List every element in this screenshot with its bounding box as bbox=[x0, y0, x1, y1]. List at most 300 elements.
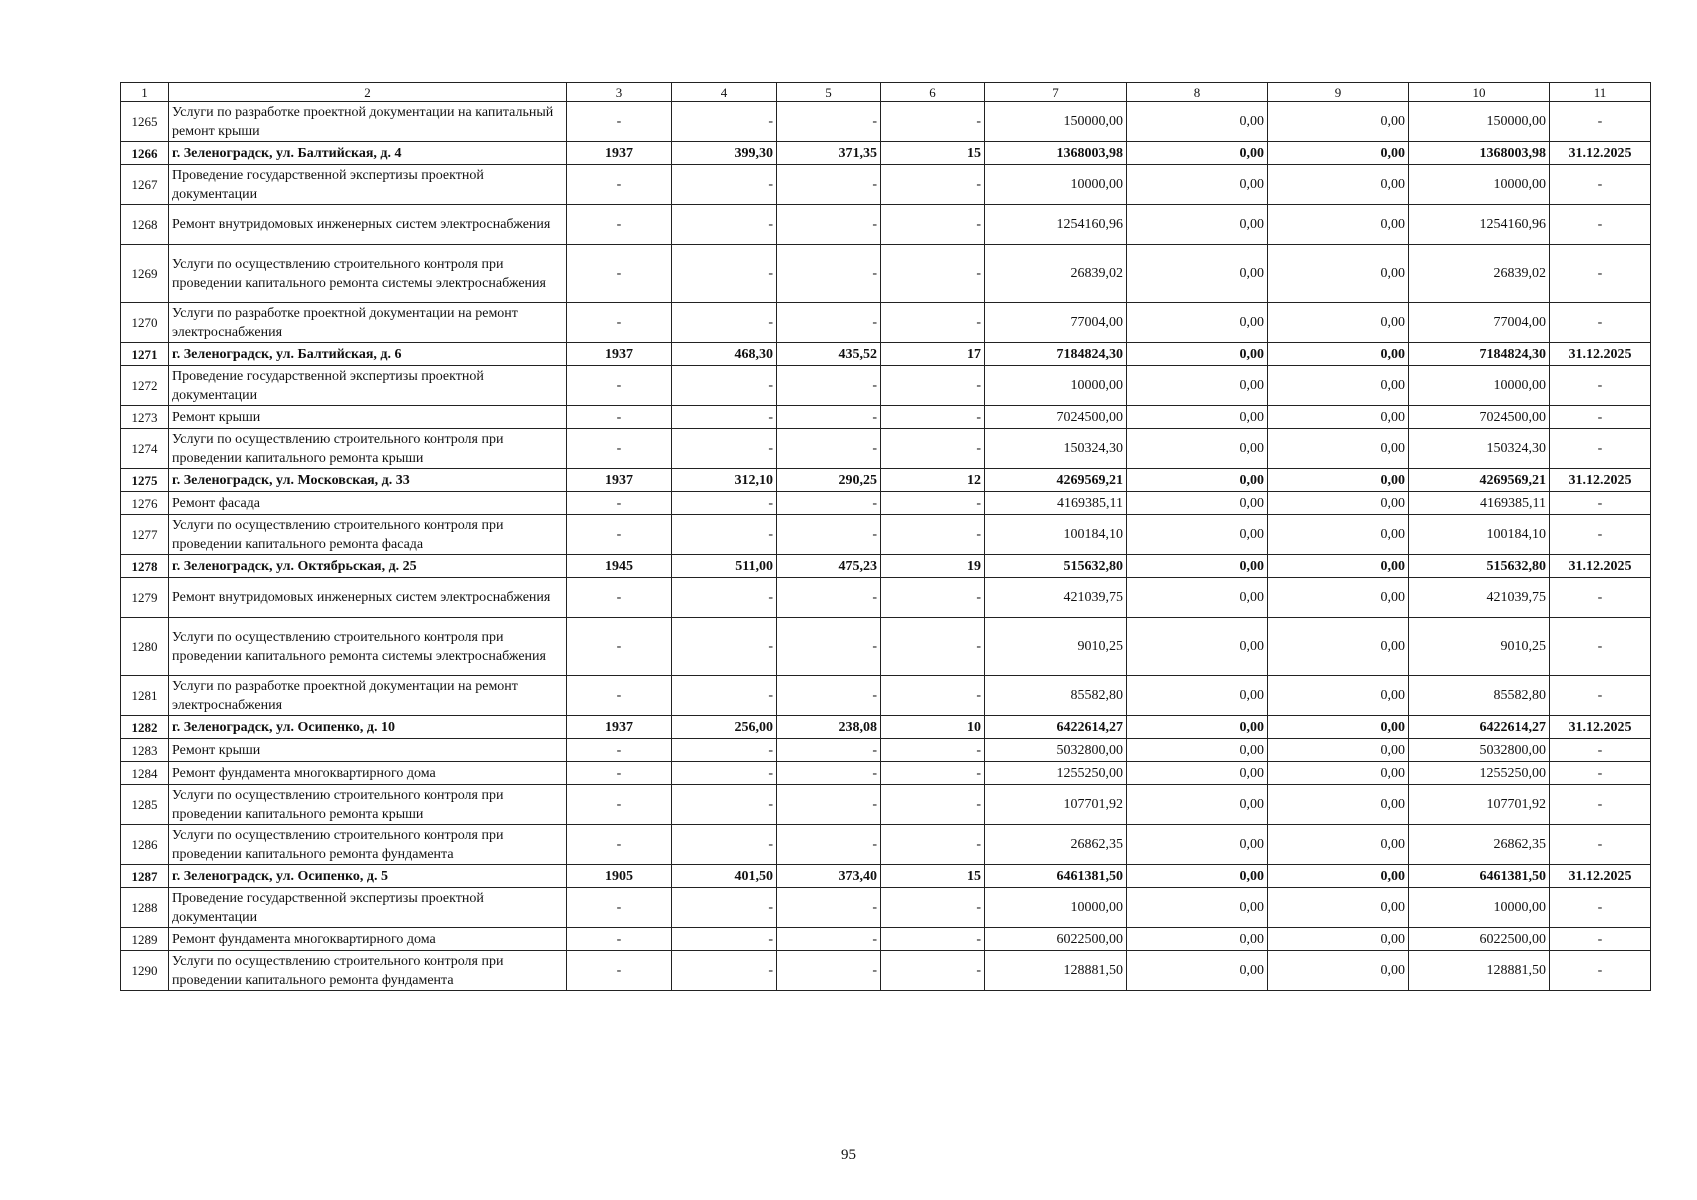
residents-count: - bbox=[881, 739, 985, 762]
work-item-row bbox=[121, 618, 1651, 676]
cost-col9: 0,00 bbox=[1268, 676, 1409, 716]
total-cost: 10000,00 bbox=[985, 366, 1127, 406]
row-number: 1273 bbox=[121, 406, 169, 429]
total-cost: 9010,25 bbox=[985, 618, 1127, 676]
table-body bbox=[121, 83, 1651, 991]
year-built: - bbox=[567, 578, 672, 618]
cost-col10: 421039,75 bbox=[1409, 578, 1550, 618]
year-built: - bbox=[567, 429, 672, 469]
cost-col9: 0,00 bbox=[1268, 951, 1409, 991]
residential-area: - bbox=[777, 406, 881, 429]
work-description: Услуги по осуществлению строительного контроля при проведении капитального ремонта крыши bbox=[169, 785, 567, 825]
row-number: 1289 bbox=[121, 928, 169, 951]
cost-col10: 7024500,00 bbox=[1409, 406, 1550, 429]
residents-count: - bbox=[881, 492, 985, 515]
residential-area: 475,23 bbox=[777, 555, 881, 578]
completion-date: 31.12.2025 bbox=[1550, 555, 1651, 578]
cost-col8: 0,00 bbox=[1127, 555, 1268, 578]
column-number: 4 bbox=[672, 83, 777, 102]
year-built: - bbox=[567, 515, 672, 555]
year-built: - bbox=[567, 888, 672, 928]
completion-date: - bbox=[1550, 928, 1651, 951]
cost-col8: 0,00 bbox=[1127, 888, 1268, 928]
total-area: - bbox=[672, 515, 777, 555]
total-cost: 6422614,27 bbox=[985, 716, 1127, 739]
work-item-row bbox=[121, 165, 1651, 205]
row-number: 1277 bbox=[121, 515, 169, 555]
cost-col9: 0,00 bbox=[1268, 716, 1409, 739]
work-item-row bbox=[121, 406, 1651, 429]
cost-col10: 6461381,50 bbox=[1409, 865, 1550, 888]
total-area: - bbox=[672, 928, 777, 951]
column-number: 1 bbox=[121, 83, 169, 102]
building-row bbox=[121, 469, 1651, 492]
cost-col8: 0,00 bbox=[1127, 618, 1268, 676]
cost-col9: 0,00 bbox=[1268, 205, 1409, 245]
row-number: 1279 bbox=[121, 578, 169, 618]
completion-date: - bbox=[1550, 429, 1651, 469]
cost-col9: 0,00 bbox=[1268, 578, 1409, 618]
total-area: - bbox=[672, 205, 777, 245]
completion-date: - bbox=[1550, 951, 1651, 991]
work-item-row bbox=[121, 366, 1651, 406]
total-area: 256,00 bbox=[672, 716, 777, 739]
total-cost: 6022500,00 bbox=[985, 928, 1127, 951]
total-cost: 4169385,11 bbox=[985, 492, 1127, 515]
cost-col8: 0,00 bbox=[1127, 676, 1268, 716]
total-cost: 107701,92 bbox=[985, 785, 1127, 825]
cost-col8: 0,00 bbox=[1127, 762, 1268, 785]
total-area: - bbox=[672, 888, 777, 928]
row-number: 1275 bbox=[121, 469, 169, 492]
cost-col9: 0,00 bbox=[1268, 618, 1409, 676]
cost-col8: 0,00 bbox=[1127, 865, 1268, 888]
row-number: 1276 bbox=[121, 492, 169, 515]
row-number: 1265 bbox=[121, 102, 169, 142]
column-number: 10 bbox=[1409, 83, 1550, 102]
work-description: Ремонт фундамента многоквартирного дома bbox=[169, 928, 567, 951]
work-description: Услуги по разработке проектной документации на ремонт электроснабжения bbox=[169, 303, 567, 343]
cost-col8: 0,00 bbox=[1127, 785, 1268, 825]
residents-count: - bbox=[881, 406, 985, 429]
residential-area: - bbox=[777, 303, 881, 343]
residential-area: - bbox=[777, 165, 881, 205]
year-built: - bbox=[567, 762, 672, 785]
row-number: 1274 bbox=[121, 429, 169, 469]
cost-col8: 0,00 bbox=[1127, 825, 1268, 865]
residential-area: - bbox=[777, 762, 881, 785]
cost-col10: 10000,00 bbox=[1409, 366, 1550, 406]
completion-date: - bbox=[1550, 102, 1651, 142]
residential-area: - bbox=[777, 888, 881, 928]
total-area: - bbox=[672, 578, 777, 618]
completion-date: - bbox=[1550, 888, 1651, 928]
row-number: 1283 bbox=[121, 739, 169, 762]
row-number: 1272 bbox=[121, 366, 169, 406]
completion-date: 31.12.2025 bbox=[1550, 865, 1651, 888]
cost-col10: 9010,25 bbox=[1409, 618, 1550, 676]
cost-col9: 0,00 bbox=[1268, 739, 1409, 762]
work-description: Проведение государственной экспертизы проектной документации bbox=[169, 366, 567, 406]
total-area: 399,30 bbox=[672, 142, 777, 165]
cost-col9: 0,00 bbox=[1268, 469, 1409, 492]
year-built: 1937 bbox=[567, 469, 672, 492]
row-number: 1268 bbox=[121, 205, 169, 245]
column-number: 9 bbox=[1268, 83, 1409, 102]
work-description: Проведение государственной экспертизы проектной документации bbox=[169, 888, 567, 928]
year-built: - bbox=[567, 102, 672, 142]
work-item-row bbox=[121, 928, 1651, 951]
completion-date: - bbox=[1550, 762, 1651, 785]
completion-date: - bbox=[1550, 618, 1651, 676]
residents-count: - bbox=[881, 676, 985, 716]
total-area: - bbox=[672, 618, 777, 676]
residential-area: - bbox=[777, 245, 881, 303]
total-cost: 1255250,00 bbox=[985, 762, 1127, 785]
cost-col10: 515632,80 bbox=[1409, 555, 1550, 578]
completion-date: - bbox=[1550, 785, 1651, 825]
row-number: 1286 bbox=[121, 825, 169, 865]
residential-area: 371,35 bbox=[777, 142, 881, 165]
cost-col10: 1368003,98 bbox=[1409, 142, 1550, 165]
building-row bbox=[121, 555, 1651, 578]
cost-col10: 4269569,21 bbox=[1409, 469, 1550, 492]
total-area: - bbox=[672, 406, 777, 429]
cost-col10: 77004,00 bbox=[1409, 303, 1550, 343]
work-description: Услуги по осуществлению строительного контроля при проведении капитального ремонта фундамента bbox=[169, 825, 567, 865]
cost-col8: 0,00 bbox=[1127, 406, 1268, 429]
row-number: 1267 bbox=[121, 165, 169, 205]
work-description: г. Зеленоградск, ул. Осипенко, д. 10 bbox=[169, 716, 567, 739]
total-area: 312,10 bbox=[672, 469, 777, 492]
total-area: - bbox=[672, 785, 777, 825]
year-built: - bbox=[567, 165, 672, 205]
work-description: Услуги по осуществлению строительного контроля при проведении капитального ремонта крыши bbox=[169, 429, 567, 469]
cost-col9: 0,00 bbox=[1268, 555, 1409, 578]
residents-count: - bbox=[881, 785, 985, 825]
completion-date: - bbox=[1550, 406, 1651, 429]
cost-col9: 0,00 bbox=[1268, 102, 1409, 142]
year-built: - bbox=[567, 618, 672, 676]
year-built: - bbox=[567, 492, 672, 515]
total-cost: 26862,35 bbox=[985, 825, 1127, 865]
cost-col8: 0,00 bbox=[1127, 102, 1268, 142]
cost-col8: 0,00 bbox=[1127, 469, 1268, 492]
work-item-row bbox=[121, 825, 1651, 865]
cost-col9: 0,00 bbox=[1268, 165, 1409, 205]
work-item-row bbox=[121, 429, 1651, 469]
cost-col8: 0,00 bbox=[1127, 303, 1268, 343]
cost-col10: 10000,00 bbox=[1409, 888, 1550, 928]
column-number-row bbox=[121, 83, 1651, 102]
work-description: Ремонт крыши bbox=[169, 739, 567, 762]
total-area: - bbox=[672, 739, 777, 762]
cost-col9: 0,00 bbox=[1268, 245, 1409, 303]
cost-col10: 26862,35 bbox=[1409, 825, 1550, 865]
residential-area: 435,52 bbox=[777, 343, 881, 366]
residential-area: 238,08 bbox=[777, 716, 881, 739]
residents-count: - bbox=[881, 515, 985, 555]
work-item-row bbox=[121, 739, 1651, 762]
work-description: Ремонт крыши bbox=[169, 406, 567, 429]
completion-date: - bbox=[1550, 205, 1651, 245]
year-built: 1945 bbox=[567, 555, 672, 578]
column-number: 11 bbox=[1550, 83, 1651, 102]
cost-col10: 100184,10 bbox=[1409, 515, 1550, 555]
total-area: - bbox=[672, 366, 777, 406]
cost-col8: 0,00 bbox=[1127, 492, 1268, 515]
total-cost: 10000,00 bbox=[985, 888, 1127, 928]
cost-col9: 0,00 bbox=[1268, 825, 1409, 865]
year-built: - bbox=[567, 366, 672, 406]
work-description: Ремонт фасада bbox=[169, 492, 567, 515]
cost-col9: 0,00 bbox=[1268, 785, 1409, 825]
work-item-row bbox=[121, 205, 1651, 245]
residential-area: - bbox=[777, 825, 881, 865]
year-built: - bbox=[567, 928, 672, 951]
cost-col9: 0,00 bbox=[1268, 762, 1409, 785]
residential-area: - bbox=[777, 618, 881, 676]
total-cost: 150324,30 bbox=[985, 429, 1127, 469]
completion-date: 31.12.2025 bbox=[1550, 343, 1651, 366]
residential-area: - bbox=[777, 676, 881, 716]
row-number: 1278 bbox=[121, 555, 169, 578]
residents-count: - bbox=[881, 165, 985, 205]
year-built: - bbox=[567, 676, 672, 716]
year-built: - bbox=[567, 406, 672, 429]
cost-col10: 4169385,11 bbox=[1409, 492, 1550, 515]
cost-col10: 150000,00 bbox=[1409, 102, 1550, 142]
completion-date: 31.12.2025 bbox=[1550, 716, 1651, 739]
year-built: 1937 bbox=[567, 343, 672, 366]
cost-col9: 0,00 bbox=[1268, 142, 1409, 165]
work-item-row bbox=[121, 578, 1651, 618]
residential-area: - bbox=[777, 205, 881, 245]
work-description: г. Зеленоградск, ул. Балтийская, д. 6 bbox=[169, 343, 567, 366]
work-description: Услуги по осуществлению строительного контроля при проведении капитального ремонта фасада bbox=[169, 515, 567, 555]
cost-col9: 0,00 bbox=[1268, 492, 1409, 515]
work-description: Услуги по разработке проектной документации на капитальный ремонт крыши bbox=[169, 102, 567, 142]
total-area: - bbox=[672, 165, 777, 205]
column-number: 8 bbox=[1127, 83, 1268, 102]
residential-area: - bbox=[777, 951, 881, 991]
total-area: - bbox=[672, 429, 777, 469]
completion-date: - bbox=[1550, 739, 1651, 762]
total-cost: 4269569,21 bbox=[985, 469, 1127, 492]
work-description: г. Зеленоградск, ул. Балтийская, д. 4 bbox=[169, 142, 567, 165]
column-number: 5 bbox=[777, 83, 881, 102]
work-description: Проведение государственной экспертизы проектной документации bbox=[169, 165, 567, 205]
work-description: Услуги по осуществлению строительного контроля при проведении капитального ремонта фундамента bbox=[169, 951, 567, 991]
year-built: - bbox=[567, 825, 672, 865]
residents-count: - bbox=[881, 762, 985, 785]
row-number: 1280 bbox=[121, 618, 169, 676]
completion-date: - bbox=[1550, 825, 1651, 865]
work-item-row bbox=[121, 676, 1651, 716]
cost-col8: 0,00 bbox=[1127, 928, 1268, 951]
work-description: Услуги по разработке проектной документации на ремонт электроснабжения bbox=[169, 676, 567, 716]
residents-count: - bbox=[881, 102, 985, 142]
total-cost: 26839,02 bbox=[985, 245, 1127, 303]
row-number: 1285 bbox=[121, 785, 169, 825]
total-cost: 10000,00 bbox=[985, 165, 1127, 205]
cost-col10: 107701,92 bbox=[1409, 785, 1550, 825]
residents-count: - bbox=[881, 825, 985, 865]
repair-schedule-table bbox=[120, 82, 1651, 991]
total-area: 468,30 bbox=[672, 343, 777, 366]
cost-col10: 7184824,30 bbox=[1409, 343, 1550, 366]
year-built: - bbox=[567, 205, 672, 245]
building-row bbox=[121, 716, 1651, 739]
completion-date: - bbox=[1550, 366, 1651, 406]
total-cost: 77004,00 bbox=[985, 303, 1127, 343]
residents-count: 15 bbox=[881, 865, 985, 888]
total-area: 511,00 bbox=[672, 555, 777, 578]
completion-date: - bbox=[1550, 676, 1651, 716]
cost-col10: 150324,30 bbox=[1409, 429, 1550, 469]
total-area: - bbox=[672, 762, 777, 785]
cost-col8: 0,00 bbox=[1127, 165, 1268, 205]
row-number: 1287 bbox=[121, 865, 169, 888]
total-cost: 5032800,00 bbox=[985, 739, 1127, 762]
completion-date: - bbox=[1550, 578, 1651, 618]
residential-area: - bbox=[777, 578, 881, 618]
building-row bbox=[121, 142, 1651, 165]
cost-col8: 0,00 bbox=[1127, 142, 1268, 165]
completion-date: - bbox=[1550, 492, 1651, 515]
residents-count: 12 bbox=[881, 469, 985, 492]
cost-col10: 1254160,96 bbox=[1409, 205, 1550, 245]
completion-date: - bbox=[1550, 245, 1651, 303]
total-cost: 85582,80 bbox=[985, 676, 1127, 716]
year-built: - bbox=[567, 785, 672, 825]
cost-col8: 0,00 bbox=[1127, 951, 1268, 991]
work-item-row bbox=[121, 515, 1651, 555]
work-item-row bbox=[121, 762, 1651, 785]
completion-date: - bbox=[1550, 303, 1651, 343]
row-number: 1266 bbox=[121, 142, 169, 165]
total-area: - bbox=[672, 303, 777, 343]
building-row bbox=[121, 343, 1651, 366]
cost-col8: 0,00 bbox=[1127, 739, 1268, 762]
work-description: Ремонт внутридомовых инженерных систем электроснабжения bbox=[169, 205, 567, 245]
column-number: 7 bbox=[985, 83, 1127, 102]
residents-count: - bbox=[881, 618, 985, 676]
total-cost: 100184,10 bbox=[985, 515, 1127, 555]
residents-count: - bbox=[881, 888, 985, 928]
residential-area: - bbox=[777, 785, 881, 825]
cost-col9: 0,00 bbox=[1268, 515, 1409, 555]
total-area: - bbox=[672, 245, 777, 303]
building-row bbox=[121, 865, 1651, 888]
residents-count: - bbox=[881, 429, 985, 469]
cost-col10: 10000,00 bbox=[1409, 165, 1550, 205]
total-cost: 1368003,98 bbox=[985, 142, 1127, 165]
cost-col9: 0,00 bbox=[1268, 928, 1409, 951]
cost-col9: 0,00 bbox=[1268, 366, 1409, 406]
column-number: 3 bbox=[567, 83, 672, 102]
total-cost: 128881,50 bbox=[985, 951, 1127, 991]
residential-area: - bbox=[777, 429, 881, 469]
total-cost: 6461381,50 bbox=[985, 865, 1127, 888]
residential-area: 373,40 bbox=[777, 865, 881, 888]
residential-area: 290,25 bbox=[777, 469, 881, 492]
work-item-row bbox=[121, 303, 1651, 343]
cost-col10: 85582,80 bbox=[1409, 676, 1550, 716]
row-number: 1269 bbox=[121, 245, 169, 303]
completion-date: 31.12.2025 bbox=[1550, 142, 1651, 165]
year-built: 1905 bbox=[567, 865, 672, 888]
cost-col8: 0,00 bbox=[1127, 515, 1268, 555]
year-built: - bbox=[567, 245, 672, 303]
row-number: 1270 bbox=[121, 303, 169, 343]
column-number: 2 bbox=[169, 83, 567, 102]
residents-count: 17 bbox=[881, 343, 985, 366]
work-description: Ремонт внутридомовых инженерных систем электроснабжения bbox=[169, 578, 567, 618]
completion-date: 31.12.2025 bbox=[1550, 469, 1651, 492]
total-area: 401,50 bbox=[672, 865, 777, 888]
work-description: Услуги по осуществлению строительного контроля при проведении капитального ремонта системы электроснабжения bbox=[169, 245, 567, 303]
cost-col10: 26839,02 bbox=[1409, 245, 1550, 303]
work-item-row bbox=[121, 102, 1651, 142]
row-number: 1271 bbox=[121, 343, 169, 366]
page-number: 95 bbox=[841, 1147, 856, 1163]
total-cost: 7024500,00 bbox=[985, 406, 1127, 429]
cost-col9: 0,00 bbox=[1268, 888, 1409, 928]
residents-count: - bbox=[881, 245, 985, 303]
row-number: 1282 bbox=[121, 716, 169, 739]
year-built: 1937 bbox=[567, 716, 672, 739]
cost-col10: 1255250,00 bbox=[1409, 762, 1550, 785]
total-cost: 515632,80 bbox=[985, 555, 1127, 578]
cost-col9: 0,00 bbox=[1268, 406, 1409, 429]
work-description: Услуги по осуществлению строительного контроля при проведении капитального ремонта системы электроснабжения bbox=[169, 618, 567, 676]
work-description: Ремонт фундамента многоквартирного дома bbox=[169, 762, 567, 785]
cost-col8: 0,00 bbox=[1127, 429, 1268, 469]
row-number: 1284 bbox=[121, 762, 169, 785]
work-item-row bbox=[121, 951, 1651, 991]
row-number: 1281 bbox=[121, 676, 169, 716]
cost-col8: 0,00 bbox=[1127, 366, 1268, 406]
completion-date: - bbox=[1550, 165, 1651, 205]
total-cost: 7184824,30 bbox=[985, 343, 1127, 366]
residential-area: - bbox=[777, 102, 881, 142]
row-number: 1288 bbox=[121, 888, 169, 928]
completion-date: - bbox=[1550, 515, 1651, 555]
cost-col8: 0,00 bbox=[1127, 578, 1268, 618]
total-area: - bbox=[672, 825, 777, 865]
column-number: 6 bbox=[881, 83, 985, 102]
total-area: - bbox=[672, 676, 777, 716]
residents-count: 19 bbox=[881, 555, 985, 578]
work-item-row bbox=[121, 785, 1651, 825]
cost-col9: 0,00 bbox=[1268, 343, 1409, 366]
cost-col9: 0,00 bbox=[1268, 303, 1409, 343]
residential-area: - bbox=[777, 366, 881, 406]
work-description: г. Зеленоградск, ул. Осипенко, д. 5 bbox=[169, 865, 567, 888]
residential-area: - bbox=[777, 928, 881, 951]
total-area: - bbox=[672, 102, 777, 142]
total-area: - bbox=[672, 492, 777, 515]
residents-count: 10 bbox=[881, 716, 985, 739]
year-built: 1937 bbox=[567, 142, 672, 165]
work-description: г. Зеленоградск, ул. Московская, д. 33 bbox=[169, 469, 567, 492]
residents-count: - bbox=[881, 366, 985, 406]
residents-count: - bbox=[881, 951, 985, 991]
row-number: 1290 bbox=[121, 951, 169, 991]
work-item-row bbox=[121, 492, 1651, 515]
work-item-row bbox=[121, 245, 1651, 303]
